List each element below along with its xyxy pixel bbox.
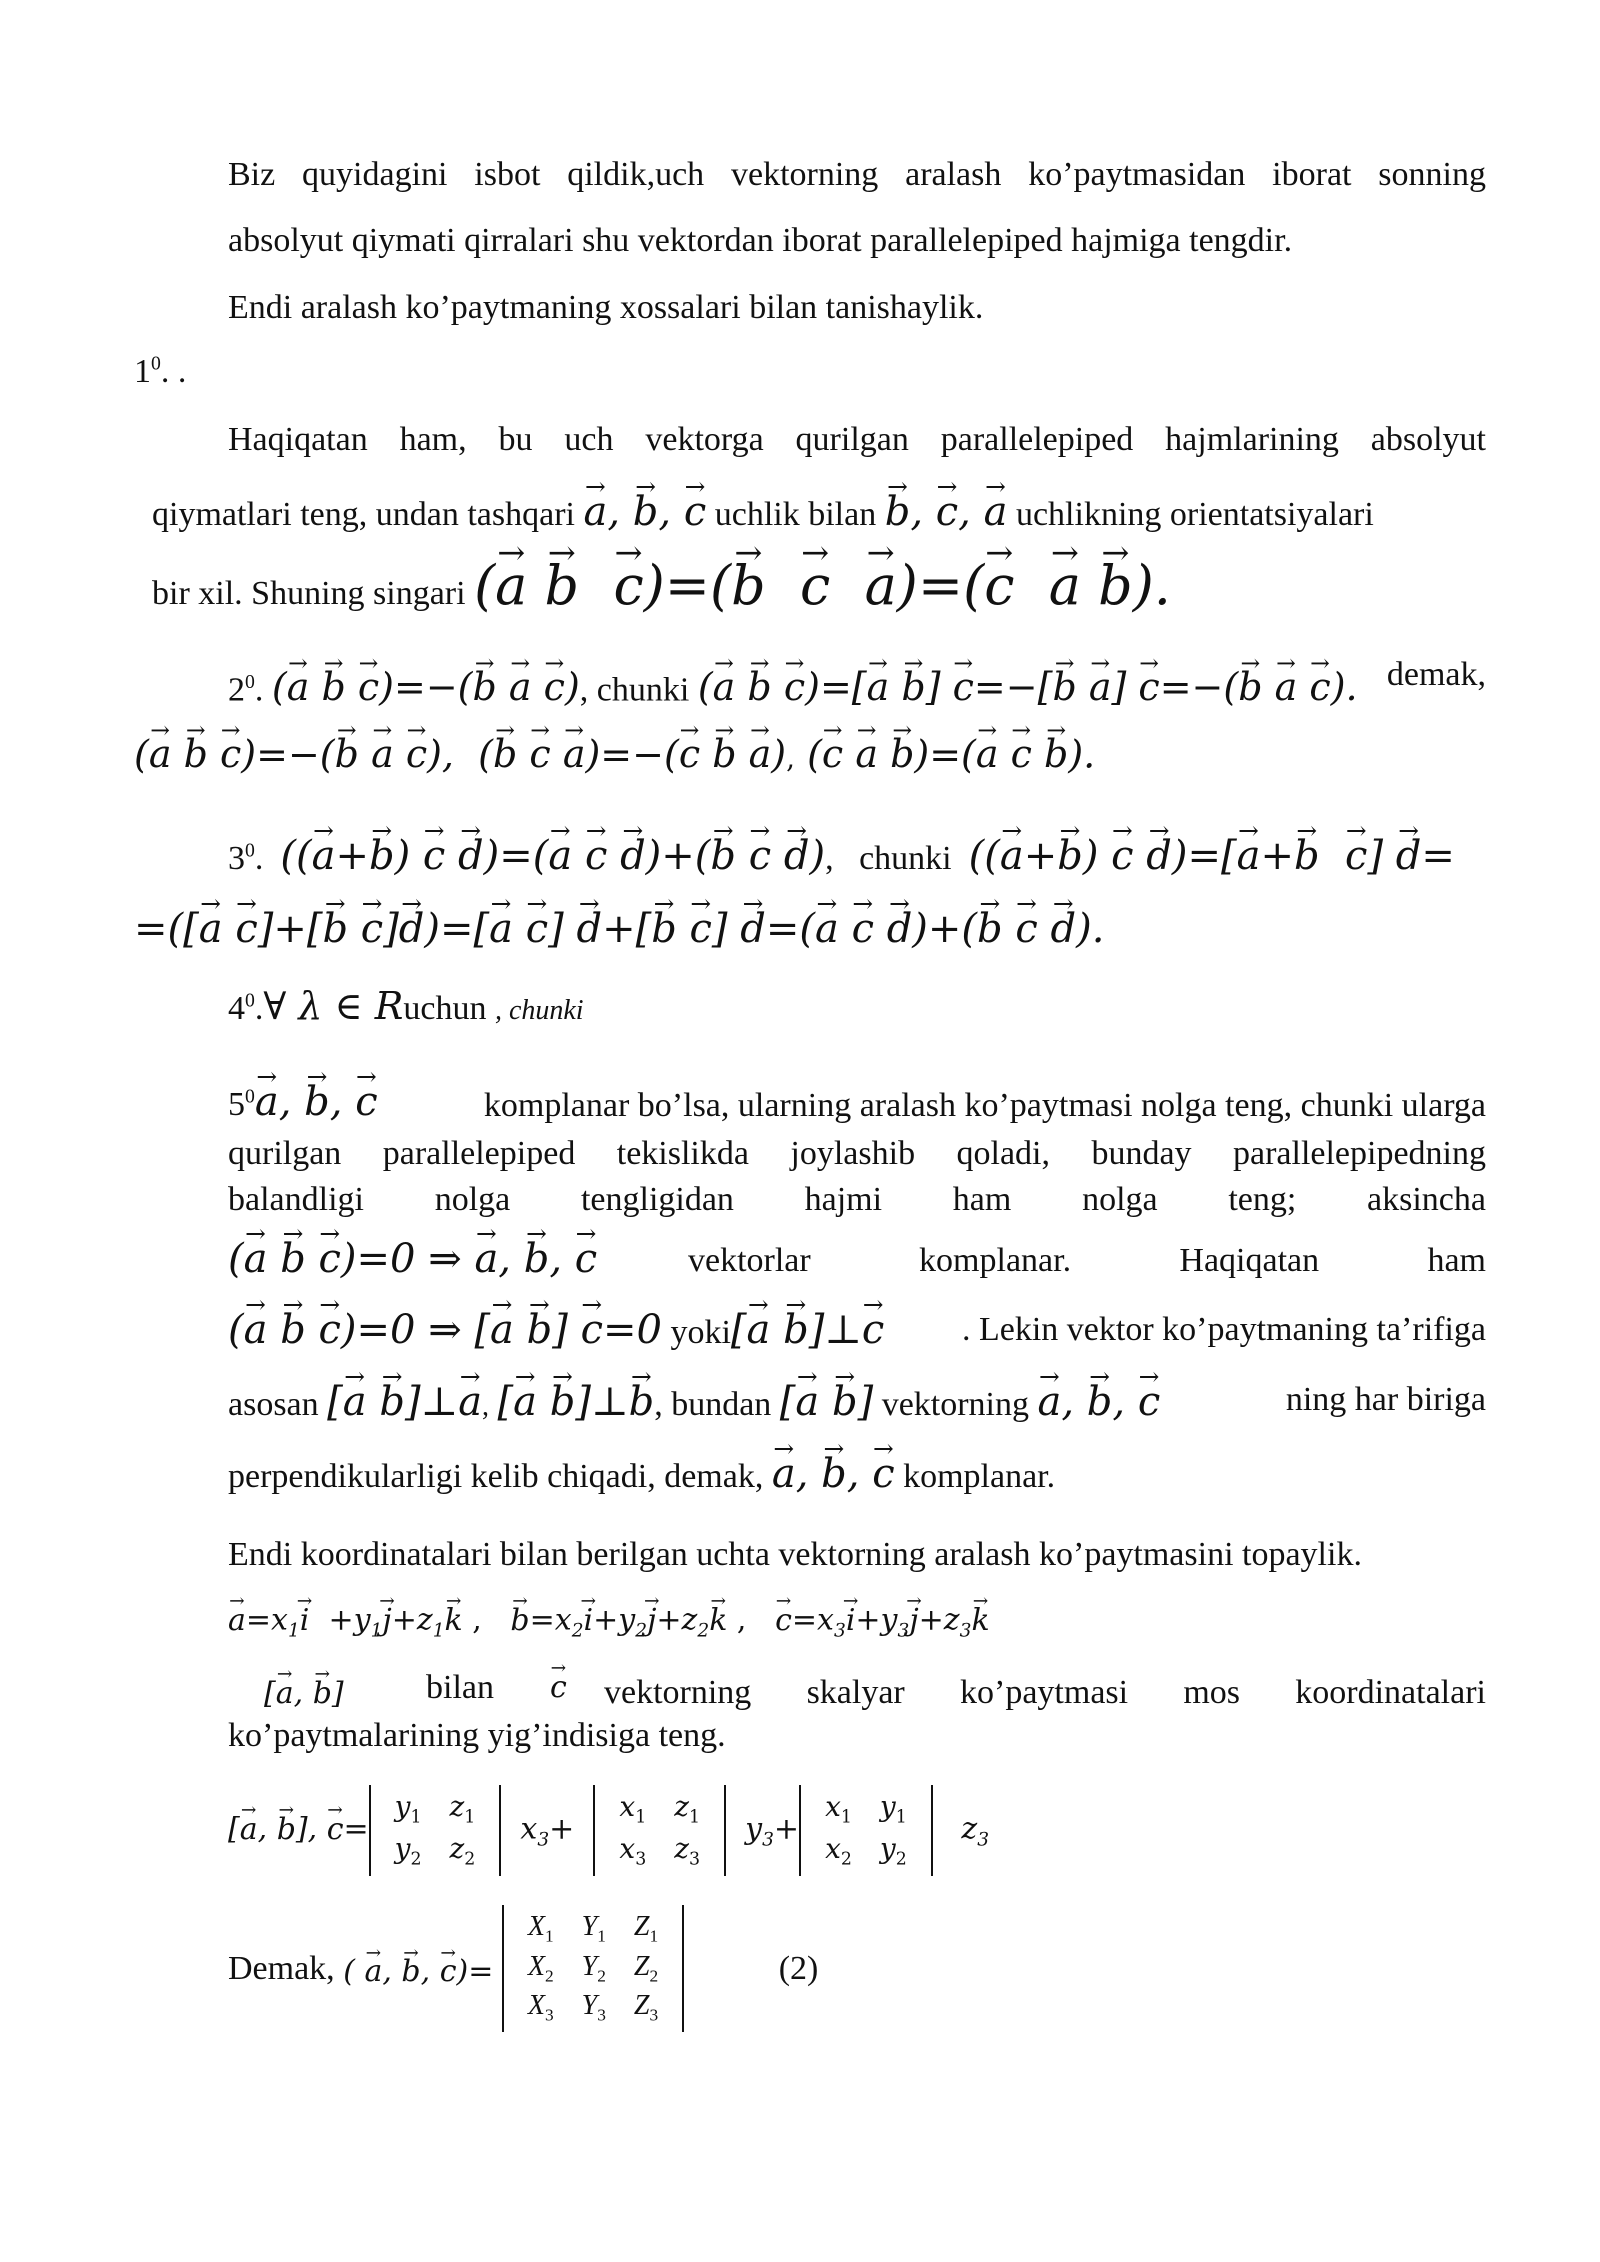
final-formula-row bbox=[228, 1905, 818, 2032]
property-4-chunki: , chunki bbox=[494, 995, 584, 1026]
distributivity-proof-a: ((→ a+→ b) → c → d)=[→ a+→ b → c] → d= bbox=[969, 833, 1455, 879]
property-5-bundan: , bundan bbox=[654, 1386, 772, 1423]
property-5-vektorning: vektorning bbox=[881, 1386, 1029, 1423]
property-1-text-a: qiymatlari teng, undan tashqari bbox=[152, 496, 575, 533]
vector-coordinates: → $a=x_1\to i +y_1\to j+z_1\to k$ , → $b=x_2\to i+y_2\to j+z_2\to k$ , → $c=x_3\to i+y_3\to j+z_3\to k$ bbox=[228, 1595, 990, 1642]
property-5-komplanar: komplanar. bbox=[903, 1458, 1056, 1495]
equation-number: (2) bbox=[778, 1949, 819, 1987]
distributivity-formula: ((→ a+→ b) → c → d)=(→ a → c → d)+(→ b → c → d) bbox=[280, 833, 825, 879]
property-1-line-2 bbox=[152, 478, 1486, 535]
property-2-number: 2 bbox=[228, 671, 245, 709]
property-5-text-6: ning har biriga bbox=[1285, 1380, 1486, 1418]
property-5-line-7 bbox=[228, 1440, 1055, 1497]
property-5-line-4 bbox=[228, 1225, 1486, 1282]
triple-abc: → a, → b, → c bbox=[255, 1079, 378, 1125]
property-1-label bbox=[134, 352, 186, 391]
triple-bca: → b, → c, → a bbox=[885, 489, 1008, 535]
property-1-text-b: uchlik bilan bbox=[714, 496, 877, 533]
coords-demak: Demak, bbox=[228, 1949, 335, 1987]
property-5-text-7: perpendikularligi kelib chiqadi, demak, bbox=[228, 1458, 764, 1495]
property-3-chunki: chunki bbox=[859, 840, 952, 877]
determinant-3x3: $X_1$ $Y_1$ $Z_1$ $X_2$ $Y_2$ $Z_2$ $X_3$ $Y_3$ $Z_3$ bbox=[502, 1905, 684, 2032]
property-2-line-2: (→ a → b → c)=−(→ b → a → c), (→ b → c → a)=−(→ c → b → a), (→ c → a → b)=(→ a → c → b). bbox=[134, 722, 1095, 777]
property-2-chunki: , chunki bbox=[579, 671, 690, 709]
property-4-line: $4^0.\forall$ λ ∈ Ruchun , chunki bbox=[228, 984, 584, 1028]
property-5-yoki: yoki bbox=[670, 1314, 731, 1351]
minor-1: $y_1$ $z_1$ $y_2$ $z_2$ bbox=[369, 1785, 502, 1876]
property-1-text-c: uchlikning orientatsiyalari bbox=[1015, 496, 1374, 533]
property-5-asosan: asosan bbox=[228, 1386, 319, 1423]
triple-abc: → a, → b, → c bbox=[584, 489, 707, 535]
degree-mark: 0 bbox=[245, 989, 255, 1012]
degree-mark: 0 bbox=[245, 1085, 255, 1108]
intro-line-1: Biz quyidagini isbot qildik,uch vektorning aralash ko’paytmasidan iborat sonning bbox=[228, 156, 1486, 193]
minor-2: $x_1$ $z_1$ $x_3$ $z_3$ bbox=[593, 1785, 726, 1876]
coords-text-3: vektorning skalyar ko’paytmasi mos koordinatalari bbox=[604, 1673, 1486, 1711]
property-3-line-2: =([→ a → c]+[→ b → c]→ d)=[→ a → c] → d+[→ b → c] → d=(→ a → c → d)+(→ b → c → d). bbox=[134, 895, 1104, 952]
cross-perp-c: [→ a → b]⊥→ c bbox=[731, 1307, 884, 1353]
anticommutation-proof: (→ a → b → c)=[→ a → b] → c=−[→ b → a] → c=−(→ b → a → c). bbox=[698, 665, 1358, 709]
cross-perp-b: [→ a → b]⊥→ b bbox=[498, 1379, 655, 1425]
property-1-number: 1 bbox=[134, 353, 151, 390]
coords-line-1: Endi koordinatalari bilan berilgan uchta vektorning aralash ko’paytmasini topaylik. bbox=[228, 1536, 1362, 1573]
property-5-line-2: qurilgan parallelepiped tekislikda joylashib qoladi, bunday parallelepipedning bbox=[228, 1135, 1486, 1172]
degree-mark: 0 bbox=[151, 352, 161, 375]
cross-ab: [→ a → b] bbox=[780, 1379, 873, 1425]
triple-abc: → a, → b, → c bbox=[772, 1451, 895, 1497]
property-2-demak: demak, bbox=[1386, 656, 1486, 693]
zero-implies-orthogonal: (→ a → b → c)=0 ⇒ [→ a → b] → c=0 bbox=[228, 1307, 662, 1353]
property-1-tail: . . bbox=[160, 353, 187, 390]
property-3-line-1: $3^0$. ((→ a+→ b) → c → d)=(→ a → c → d)+(→ b → c → d), chunki ((→ a+→ b) → c → d)=[→ a+→ b → c] → d= bbox=[228, 822, 1486, 879]
cross-dot-expansion: [→ a, → b], → c= $y_1$ $z_1$ $y_2$ $z_2$ $x_3+$ $x_1$ $z_1$ $x_3$ $z_3$ $y_3+$ $x_1$ $y_1$ $x_2$ $y_2$ $z_3$ bbox=[228, 1785, 989, 1876]
property-5-text-1: komplanar bo’lsa, ularning aralash ko’paytmasi nolga teng, chunki ularga bbox=[483, 1086, 1486, 1124]
cross-perp-a: [→ a → b]⊥→ a bbox=[327, 1379, 482, 1425]
property-2-line-1: $2^0$. (→ a → b → c)=−(→ b → a → c), chunki (→ a → b → c)=[→ a → b] → c=−[→ b → a] → c=−(→ b → a → c). demak, bbox=[228, 655, 1486, 710]
degree-mark: 0 bbox=[245, 839, 255, 862]
property-5-line-5 bbox=[228, 1296, 1486, 1353]
property-4-number: 4 bbox=[228, 990, 245, 1027]
property-1-text-d: bir xil. Shuning singari bbox=[152, 574, 466, 612]
cross-ab-small: [→ a, → b] bbox=[264, 1676, 344, 1711]
property-5-text-4: vektorlar komplanar. Haqiqatan ham bbox=[688, 1241, 1486, 1279]
property-1-line-3 bbox=[152, 540, 1171, 617]
minor-3: $x_1$ $y_1$ $x_2$ $y_2$ bbox=[799, 1785, 933, 1876]
property-5-line-3: balandligi nolga tengligidan hajmi ham nolga teng; aksincha bbox=[228, 1181, 1486, 1218]
intro-line-3: Endi aralash ko’paytmaning xossalari bilan tanishaylik. bbox=[228, 289, 984, 326]
anticommutation-formula: (→ a → b → c)=−(→ b → a → c) bbox=[272, 665, 580, 709]
property-5-number: 5 bbox=[228, 1086, 245, 1123]
intro-line-2: absolyut qiymati qirralari shu vektordan iborat parallelepiped hajmiga tengdir. bbox=[228, 222, 1293, 259]
coords-line-3 bbox=[228, 1668, 1486, 1712]
property-4-uchun: uchun bbox=[403, 990, 487, 1027]
degree-mark: 0 bbox=[245, 670, 255, 693]
triple-abc: → a, → b, → c bbox=[1038, 1379, 1161, 1425]
zero-implies-coplanar: (→ a → b → c)=0 ⇒ → a, → b, → c bbox=[228, 1236, 597, 1282]
property-5-text-5: . Lekin vektor ko’paytmaning ta’rifiga bbox=[962, 1310, 1486, 1348]
for-all-lambda: ∀ λ ∈ R bbox=[263, 984, 404, 1028]
vector-c-small: → c bbox=[550, 1662, 567, 1705]
property-1-line-1: Haqiqatan ham, bu uch vektorga qurilgan parallelepiped hajmlarining absolyut bbox=[228, 421, 1486, 458]
property-5-line-1 bbox=[228, 1068, 1486, 1125]
cyclic-equality: (→ a → b → c)=(→ b → c → a)=(→ c → a → b). bbox=[474, 554, 1171, 617]
triple-product-symbol: ( → a, → b, → c)= bbox=[343, 1954, 493, 1989]
coords-bilan: bilan bbox=[426, 1669, 494, 1706]
property-3-number: 3 bbox=[228, 840, 245, 877]
coords-line-4: ko’paytmalarining yig’indisiga teng. bbox=[228, 1717, 726, 1754]
property-5-line-6: asosan [→ a → b]⊥→ a, [→ a → b]⊥→ b, bundan [→ a → b] vektorning → a, → b, → c ning har biriga bbox=[228, 1368, 1486, 1425]
